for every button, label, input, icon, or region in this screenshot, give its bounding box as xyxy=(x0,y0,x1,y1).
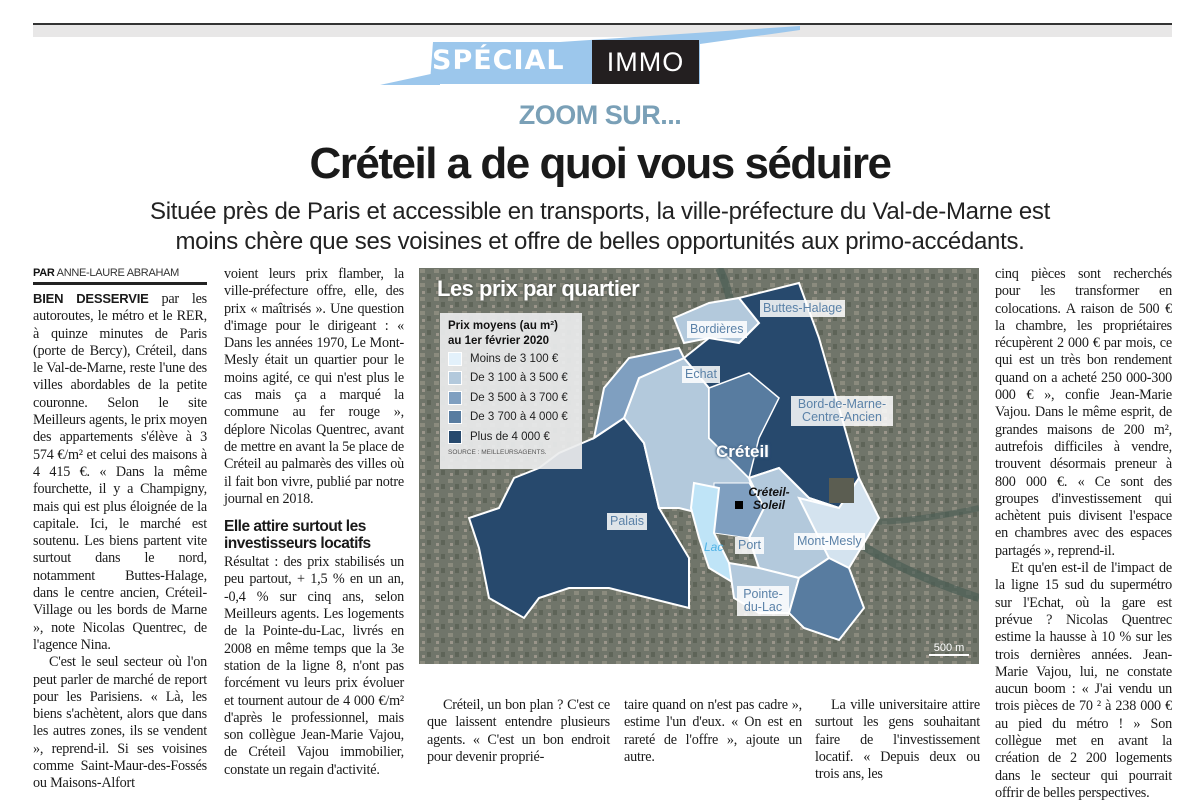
legend-title xyxy=(448,319,574,349)
price-map xyxy=(419,268,979,664)
headline: Créteil a de quoi vous séduire xyxy=(309,139,891,188)
legend-label: De 3 500 à 3 700 € xyxy=(470,391,568,404)
byline-prefix: PAR xyxy=(33,267,55,279)
paragraph: taire quand on n'est pas cadre », estime l'un d'eux. « On est en rareté de l'offre », ajoute un autre. xyxy=(624,697,802,765)
paragraph: La ville universitaire attire surtout les gens souhaitant faire de l'investissement locatif. « Depuis deux ou trois ans, les xyxy=(815,697,980,783)
district-label-bordieres: Bordières xyxy=(687,321,747,338)
article-column-3a xyxy=(427,697,610,766)
district-label-echat: Echat xyxy=(682,366,720,383)
paragraph: voient leurs prix flamber, la ville-préfecture offre, elle, des prix « maîtrisés ». Une question d'image pour le dirigeant : « Dans les années 1970, Le Mont-Mesly était un quartier pour le moins agité, ce qui n'est plus le cas mais ça a marqué la commune au fer rouge », déplore Nicolas Quentrec, avant de mettre en avant la 5e place de Créteil au palmarès des villes où il fait bon vivre, publié par notre journal en 2018. xyxy=(224,266,404,507)
standfirst xyxy=(60,197,1140,257)
district-label-buttes-halage: Buttes-Halage xyxy=(760,300,845,317)
paragraph: C'est le seul secteur où l'on peut parler de marché de report pour les Parisiens. « Là, les biens s'achètent, alors que dans les autres zones, ils se vendent », reprend-il. Si ses voisines comme Saint-Maur-des-Fossés ou Maisons-Alfort xyxy=(33,654,207,792)
district-label-palais: Palais xyxy=(607,513,647,530)
legend-label: Plus de 4 000 € xyxy=(470,430,550,443)
immo-label: IMMO xyxy=(592,40,699,84)
lake-label: Lac xyxy=(704,540,724,554)
standfirst-line-2: moins chère que ses voisines et offre de belles opportunités aux primo-accédants. xyxy=(175,228,1025,255)
map-title: Les prix par quartier xyxy=(437,276,640,301)
legend-item xyxy=(448,427,574,447)
district-label-port: Port xyxy=(735,537,764,554)
legend-source: SOURCE : MEILLEURSAGENTS. xyxy=(448,448,547,456)
legend-swatch xyxy=(448,371,462,385)
kicker: ZOOM SUR... xyxy=(518,100,682,130)
legend-swatch xyxy=(448,391,462,405)
standfirst-line-1: Située près de Paris et accessible en transports, la ville-préfecture du Val-de-Marne est xyxy=(150,198,1050,225)
article-column-1 xyxy=(33,290,207,793)
article-column-4 xyxy=(995,266,1172,802)
legend-swatch xyxy=(448,410,462,424)
article-column-2 xyxy=(224,266,404,779)
district-label-bord-de-marne: Bord-de-Marne-Centre-Ancien xyxy=(791,396,893,426)
special-label: SPÉCIAL xyxy=(432,45,565,76)
paragraph: Créteil, un bon plan ? C'est ce que laissent entendre plusieurs agents. « C'est un bon endroit pour devenir proprié- xyxy=(427,697,610,765)
legend-label: De 3 100 à 3 500 € xyxy=(470,372,568,385)
legend-item xyxy=(448,349,574,369)
byline-author: ANNE-LAURE ABRAHAM xyxy=(56,267,180,279)
paragraph-text: par les autoroutes, le métro et le RER, à quinze minutes de Paris (porte de Bercy), Créteil, dans le Val-de-Marne, reste l'une des villes abordables de la petite couronne. Selon le site Meilleurs agents, le prix moyen des appartements s'élève à 3 574 €/m² et celui des maisons à 4 415 €. « Dans la même fourchette, il y a Champigny, mais qui est plus éloignée de la capitale. Ici, le marché est soutenu. Les biens partent vite surtout dans le nord, notamment Buttes-Halage, dans le centre ancien, Créteil-Village ou les bords de Marne », note Nicolas Quentrec, de l'agence Nina. xyxy=(33,291,207,653)
lead-in: BIEN DESSERVIE xyxy=(33,291,149,306)
legend-item xyxy=(448,408,574,428)
subheading: Elle attire surtout les investisseurs locatifs xyxy=(224,518,371,553)
legend-label: De 3 700 à 4 000 € xyxy=(470,411,568,424)
legend-title-line-1: Prix moyens (au m²) xyxy=(448,320,558,332)
district-label-mont-mesly: Mont-Mesly xyxy=(794,533,865,550)
legend-title-line-2: au 1er février 2020 xyxy=(448,335,550,347)
map-legend xyxy=(440,313,582,469)
legend-item xyxy=(448,369,574,389)
article-column-3b xyxy=(624,697,802,766)
legend-label: Moins de 3 100 € xyxy=(470,352,559,365)
paragraph xyxy=(33,290,207,654)
paragraph: Et qu'en est-il de l'impact de la ligne 15 sud du supermétro sur l'Echat, où la gare est prévue ? Nicolas Quentrec estime la hausse à 10 % sur les trois dernières années. Jean-Marie Vajou, lui, ne constate aucun boom : « J'ai vendu un trois pièces de 70 ² à 238 000 € au pied du métro ! » Son collègue met en avant la création de 2 200 logements dans le secteur qui pourrait offrir de belles perspectives. xyxy=(995,560,1172,801)
paragraph: cinq pièces sont recherchés pour les transformer en colocations. A raison de 500 € la chambre, les propriétaires récupèrent 2 000 € par mois, ce qui est un très bon rendement quand on a acheté 250 000-300 000 € », confie Jean-Marie Vajou. Dans le même esprit, de grandes maisons de 200 m², autrefois difficiles à vendre, trouvent désormais preneur à 800 000 €. « Ce sont des groupes d'investissement qui achètent puis divisent l'espace en chambres avec des espaces partagés », reprend-il. xyxy=(995,266,1172,559)
byline xyxy=(33,267,207,285)
paragraph: Résultat : des prix stabilisés un peu partout, + 1,5 % en un an, -0,4 % sur cinq ans, selon Meilleurs agents. Les logements de la Pointe-du-Lac, livrés en 2008 en même temps que la 3e station de la ligne 8, n'ont pas forcément vu leurs prix évoluer et tournent autour de 4 000 €/m² d'après le professionnel, mais son collègue Jean-Marie Vajou, de Créteil Vajou immobilier, constate un regain d'activité. xyxy=(224,554,404,778)
legend-swatch xyxy=(448,352,462,366)
legend-item xyxy=(448,388,574,408)
district-label-pointe-du-lac: Pointe-du-Lac xyxy=(737,586,789,616)
station-label: Créteil-Soleil xyxy=(748,485,790,512)
city-label: Créteil xyxy=(716,442,769,461)
legend-swatch xyxy=(448,430,462,444)
scale-bar: 500 m xyxy=(929,642,969,656)
article-column-3c xyxy=(815,697,980,783)
